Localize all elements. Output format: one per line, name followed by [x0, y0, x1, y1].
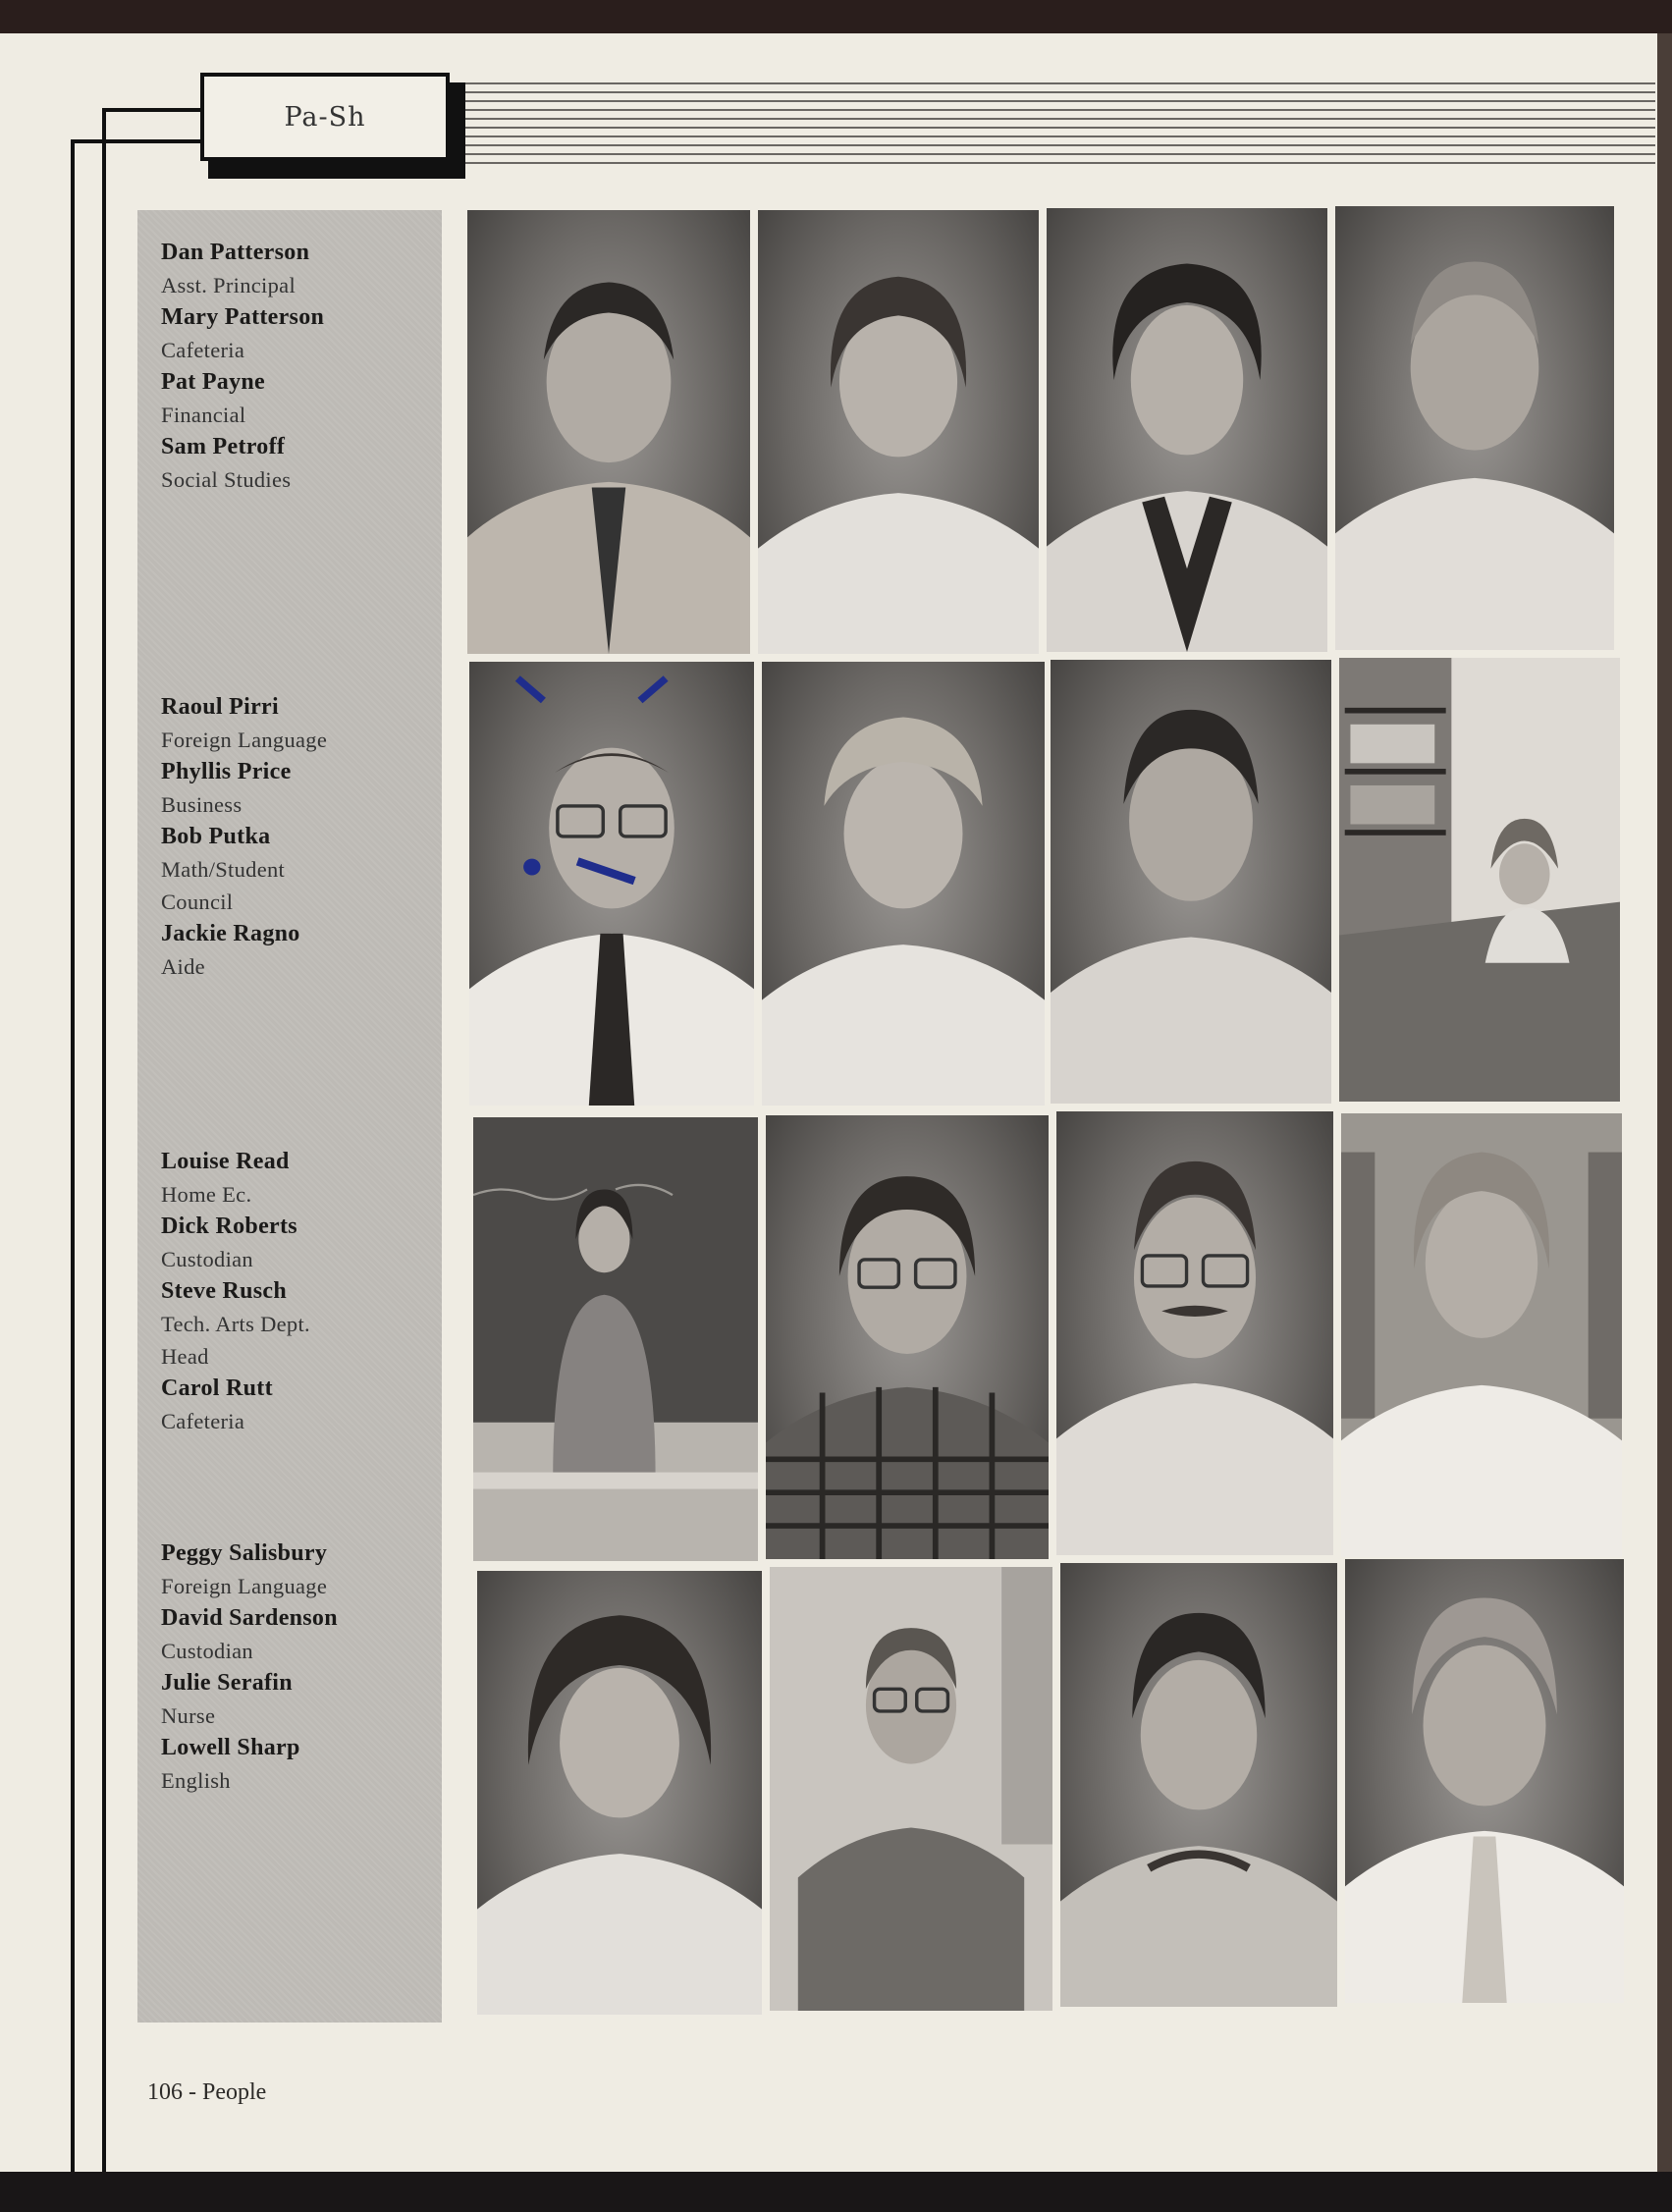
portrait-photo: [467, 210, 750, 654]
portrait-photo: [1335, 206, 1614, 650]
portrait-illustration: [762, 662, 1045, 1106]
person-name: Sam Petroff: [161, 434, 286, 459]
portrait-photo: [1056, 1111, 1333, 1555]
person-role: Cafeteria: [161, 1409, 245, 1433]
portrait-illustration: [477, 1571, 762, 2015]
portrait-illustration: [1047, 208, 1327, 652]
person-role: Math/Student: [161, 857, 286, 882]
person-role: Cafeteria: [161, 338, 245, 362]
person-name: Louise Read: [161, 1149, 290, 1174]
classroom-illustration: [1339, 658, 1620, 1102]
person-role: Head: [161, 1344, 209, 1369]
person-role: Tech. Arts Dept.: [161, 1312, 310, 1336]
portrait-photo: [469, 662, 754, 1106]
section-tab-label: Pa-Sh: [284, 101, 366, 133]
person-role: English: [161, 1768, 231, 1793]
person-name: Carol Rutt: [161, 1376, 273, 1401]
person-role: Nurse: [161, 1703, 216, 1728]
caption-group-2: [161, 691, 327, 983]
section-tab: [200, 73, 450, 161]
portrait-photo: [1047, 208, 1327, 652]
header-rules: [465, 82, 1655, 175]
person-name: David Sardenson: [161, 1605, 338, 1631]
person-name: Mary Patterson: [161, 304, 325, 330]
portrait-illustration: [1335, 206, 1614, 650]
person-name: Peggy Salisbury: [161, 1540, 328, 1566]
frame-top-outer: [71, 139, 204, 143]
person-role: Social Studies: [161, 467, 292, 492]
person-name: Steve Rusch: [161, 1278, 287, 1304]
portrait-illustration: [1051, 660, 1331, 1104]
portrait-illustration: [469, 662, 754, 1106]
portrait-photo: [762, 662, 1045, 1106]
person-role: Council: [161, 890, 234, 914]
person-name: Raoul Pirri: [161, 694, 279, 720]
portrait-photo: [758, 210, 1039, 654]
portrait-illustration: [758, 210, 1039, 654]
portrait-photo: [477, 1571, 762, 2015]
candid-photo: [473, 1117, 758, 1561]
person-name: Lowell Sharp: [161, 1735, 300, 1760]
portrait-illustration: [467, 210, 750, 654]
caption-group-1: [161, 237, 324, 496]
person-role: Custodian: [161, 1247, 253, 1271]
person-name: Pat Payne: [161, 369, 266, 395]
portrait-illustration: [770, 1567, 1052, 2011]
scan-top-edge: [0, 0, 1672, 33]
person-role: Business: [161, 792, 243, 817]
person-role: Financial: [161, 403, 246, 427]
person-name: Julie Serafin: [161, 1670, 293, 1696]
portrait-photo: [1345, 1559, 1624, 2003]
person-name: Dan Patterson: [161, 240, 310, 265]
portrait-illustration: [1056, 1111, 1333, 1555]
portrait-photo: [770, 1567, 1052, 2011]
scan-right-edge: [1657, 33, 1672, 2172]
frame-line-outer: [71, 139, 75, 2172]
person-name: Dick Roberts: [161, 1214, 297, 1239]
person-role: Foreign Language: [161, 728, 328, 752]
frame-top-inner: [102, 108, 204, 112]
names-sidebar: [137, 210, 442, 2023]
chalkboard-illustration: [473, 1117, 758, 1561]
caption-group-3: [161, 1146, 310, 1437]
person-role: Home Ec.: [161, 1182, 252, 1207]
person-role: Asst. Principal: [161, 273, 296, 297]
person-name: Phyllis Price: [161, 759, 292, 784]
portrait-photo: [766, 1115, 1049, 1559]
person-name: Jackie Ragno: [161, 921, 300, 946]
portrait-illustration: [766, 1115, 1049, 1559]
person-role: Foreign Language: [161, 1574, 328, 1598]
caption-group-4: [161, 1538, 338, 1797]
portrait-photo: [1060, 1563, 1337, 2007]
portrait-illustration: [1341, 1113, 1622, 1557]
person-name: Bob Putka: [161, 824, 271, 849]
candid-photo: [1339, 658, 1620, 1102]
portrait-illustration: [1060, 1563, 1337, 2007]
frame-line-inner: [102, 108, 106, 2172]
scan-bottom-edge: [0, 2172, 1672, 2212]
portrait-photo: [1051, 660, 1331, 1104]
person-role: Custodian: [161, 1639, 253, 1663]
person-role: Aide: [161, 954, 205, 979]
portrait-photo: [1341, 1113, 1622, 1557]
page-folio: 106 - People: [147, 2079, 267, 2105]
portrait-illustration: [1345, 1559, 1624, 2003]
